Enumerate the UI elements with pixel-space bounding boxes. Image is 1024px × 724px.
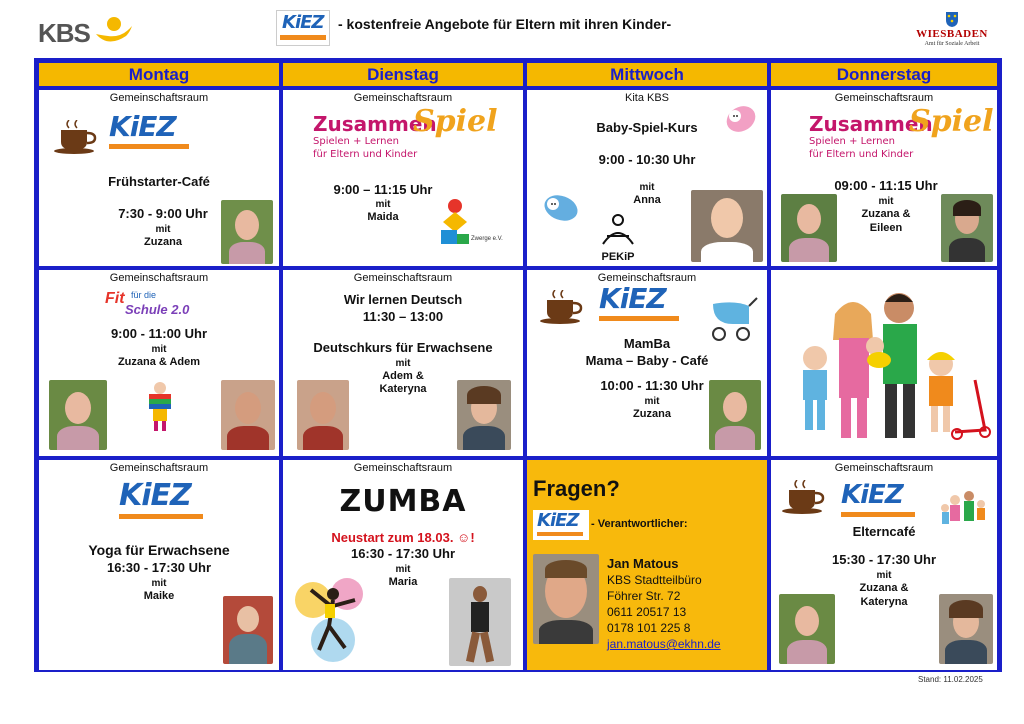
kiez-logo-word: KiEZ	[282, 12, 324, 33]
kiez-logo	[109, 112, 219, 152]
zwerge-logo-text: Zwerge e.V.	[471, 236, 503, 242]
host-photo	[297, 380, 349, 450]
mit-label: mit	[395, 358, 411, 369]
cell-montag-fit-schule	[37, 268, 281, 458]
offer-title: Yoga für Erwachsene	[88, 542, 230, 558]
mit-label: mit	[639, 182, 655, 193]
offer-time: 9:00 – 11:15 Uhr	[333, 182, 433, 197]
kiez-logo-word: KiEZ	[599, 282, 666, 315]
zusammenspiel-word: Zusammen	[809, 112, 933, 136]
mit-label: mit	[878, 196, 894, 207]
offer-title: Baby-Spiel-Kurs	[596, 120, 698, 135]
day-header-dienstag: Dienstag	[281, 61, 525, 88]
fit-fuer-die-schule-logo	[105, 288, 225, 322]
wiesbaden-crest-icon	[944, 10, 960, 28]
cell-mittwoch-fragen	[525, 458, 769, 672]
contact-photo	[533, 554, 599, 644]
host-photo	[781, 194, 837, 262]
host-name-2: Eileen	[869, 222, 903, 234]
kiez-logo	[533, 510, 589, 540]
host-name-2: Kateryna	[860, 596, 908, 608]
kiez-logo-word: KiEZ	[119, 478, 191, 513]
mit-label: mit	[375, 199, 391, 210]
host-photo	[709, 380, 761, 450]
cell-dienstag-deutsch	[281, 268, 525, 458]
room-label: Gemeinschaftsraum	[353, 92, 453, 104]
verantwortlicher-label: - Verantwortlicher:	[591, 518, 688, 530]
kiez-logo-word: KiEZ	[109, 110, 176, 143]
fit-word: Fit	[105, 290, 125, 307]
zumba-dancer-illustration	[293, 570, 373, 666]
contact-email-link[interactable]: jan.matous@ekhn.de	[607, 637, 721, 651]
baby-pink-icon	[723, 102, 759, 136]
logo-subtitle-2: für Eltern und Kinder	[313, 149, 418, 160]
pekip-logo	[593, 214, 643, 262]
wiesbaden-city: WIESBADEN	[916, 28, 988, 40]
host-name: Zuzana	[633, 408, 671, 420]
offer-title: MamBa	[623, 336, 671, 351]
host-name-2: Kateryna	[379, 383, 427, 395]
kbs-logo-text: KBS	[38, 18, 90, 48]
cell-dienstag-zusammenspiel	[281, 88, 525, 268]
contact-street: Föhrer Str. 72	[607, 589, 681, 603]
day-header-donnerstag: Donnerstag	[769, 61, 999, 88]
contact-phone-2: 0178 101 225 8	[607, 621, 691, 635]
pekip-text: PEKiP	[601, 251, 635, 263]
room-label: Gemeinschaftsraum	[109, 462, 209, 474]
cell-dienstag-zumba	[281, 458, 525, 672]
stand-date: Stand: 11.02.2025	[918, 675, 983, 684]
mit-label: mit	[876, 570, 892, 581]
spiel-word: Spiel	[909, 104, 994, 139]
offer-time: 16:30 - 17:30 Uhr	[350, 546, 456, 561]
host-photo	[691, 190, 763, 262]
offer-title: Wir lernen Deutsch	[343, 292, 463, 307]
cell-mittwoch-babyspiel	[525, 88, 769, 268]
family-illustration	[779, 280, 993, 450]
host-name: Maida	[367, 211, 399, 223]
baby-blue-icon	[541, 190, 581, 226]
day-header-mittwoch: Mittwoch	[525, 61, 769, 88]
offer-time: 16:30 - 17:30 Uhr	[106, 560, 212, 575]
offer-time: 15:30 - 17:30 Uhr	[831, 552, 937, 567]
room-label: Kita KBS	[624, 92, 670, 104]
zwerge-logo-icon	[439, 198, 519, 250]
offer-time: 7:30 - 9:00 Uhr	[118, 206, 208, 221]
spiel-word: Spiel	[413, 104, 498, 139]
kiez-logo-word: KiEZ	[841, 480, 903, 510]
host-photo	[449, 578, 511, 666]
contact-office: KBS Stadtteilbüro	[607, 573, 702, 587]
offer-title-2: Deutschkurs für Erwachsene	[313, 340, 493, 355]
offer-time: 10:00 - 11:30 Uhr	[600, 378, 704, 393]
contact-phone-1: 0611 20517 13	[607, 605, 687, 619]
coffee-cup-icon	[775, 480, 835, 514]
host-name: Maike	[143, 590, 175, 602]
child-with-books-icon	[143, 380, 177, 432]
mit-label: mit	[395, 564, 411, 575]
offer-title: Elterncafé	[852, 524, 916, 539]
cell-mittwoch-mamba	[525, 268, 769, 458]
room-label: Gemeinschaftsraum	[834, 92, 934, 104]
zusammenspiel-word: Zusammen	[313, 112, 437, 136]
coffee-cup-icon	[533, 290, 593, 324]
fuer-die-word: für die	[131, 290, 157, 300]
contact-name: Jan Matous	[607, 556, 679, 571]
kiez-logo-word: KiEZ	[537, 510, 579, 531]
zusammenspiel-logo	[313, 104, 503, 164]
schule-word: Schule 2.0	[125, 302, 190, 317]
schedule-grid	[34, 58, 1002, 672]
kbs-logo	[38, 14, 138, 48]
page-title: - kostenfreie Angebote für Eltern mit ihren Kinder-	[338, 16, 672, 32]
logo-subtitle-1: Spielen + Lernen	[313, 136, 399, 147]
kiez-logo	[119, 480, 219, 520]
pekip-icon	[593, 214, 643, 248]
host-photo	[779, 594, 835, 664]
cell-montag-fruehstarter	[37, 88, 281, 268]
neustart-note: Neustart zum 18.03. ☺!	[331, 530, 475, 545]
offer-title-2: Mama – Baby - Café	[585, 353, 709, 368]
host-photo-2	[939, 594, 993, 664]
kbs-sun-icon	[92, 14, 134, 48]
host-name: Zuzana &	[859, 582, 909, 594]
zumba-logo: ZUMBA	[339, 484, 467, 519]
host-photo-2	[221, 380, 275, 450]
host-name: Zuzana &	[861, 208, 911, 220]
zusammenspiel-logo	[809, 104, 994, 164]
offer-title: Frühstarter-Café	[108, 174, 210, 189]
host-name: Adem &	[382, 370, 424, 382]
kiez-logo	[599, 284, 699, 324]
wiesbaden-logo	[912, 10, 992, 56]
host-name: Zuzana & Adem	[117, 356, 201, 368]
cell-donnerstag-elterncafe	[769, 458, 999, 672]
kiez-logo	[841, 482, 931, 522]
host-name: Zuzana	[144, 236, 182, 248]
wiesbaden-dept: Amt für Soziale Arbeit	[924, 41, 980, 47]
room-label: Gemeinschaftsraum	[109, 272, 209, 284]
room-label: Gemeinschaftsraum	[353, 272, 453, 284]
host-photo-2	[941, 194, 993, 262]
mit-label: mit	[644, 396, 660, 407]
mit-label: mit	[155, 224, 171, 235]
room-label: Gemeinschaftsraum	[109, 92, 209, 104]
host-photo	[221, 200, 273, 264]
mit-label: mit	[151, 578, 167, 589]
cell-donnerstag-zusammenspiel	[769, 88, 999, 268]
room-label: Gemeinschaftsraum	[353, 462, 453, 474]
room-label: Gemeinschaftsraum	[597, 272, 697, 284]
host-name: Anna	[633, 194, 661, 206]
cell-montag-yoga	[37, 458, 281, 672]
fragen-heading: Fragen?	[533, 476, 620, 501]
logo-subtitle-1: Spielen + Lernen	[809, 136, 895, 147]
host-photo-2	[457, 380, 511, 450]
coffee-cup-icon	[47, 120, 107, 154]
mit-label: mit	[151, 344, 167, 355]
host-name: Maria	[388, 576, 418, 588]
offer-time: 9:00 - 11:00 Uhr	[110, 326, 208, 341]
kiez-header-logo	[276, 10, 330, 46]
offer-time: 9:00 - 10:30 Uhr	[598, 152, 696, 167]
logo-subtitle-2: für Eltern und Kinder	[809, 149, 914, 160]
cell-donnerstag-family	[769, 268, 999, 458]
host-photo	[223, 596, 273, 664]
host-photo	[49, 380, 107, 450]
offer-time: 11:30 – 13:00	[362, 309, 444, 324]
offer-time: 09:00 - 11:15 Uhr	[834, 178, 938, 193]
room-label: Gemeinschaftsraum	[834, 462, 934, 474]
day-header-montag: Montag	[37, 61, 281, 88]
